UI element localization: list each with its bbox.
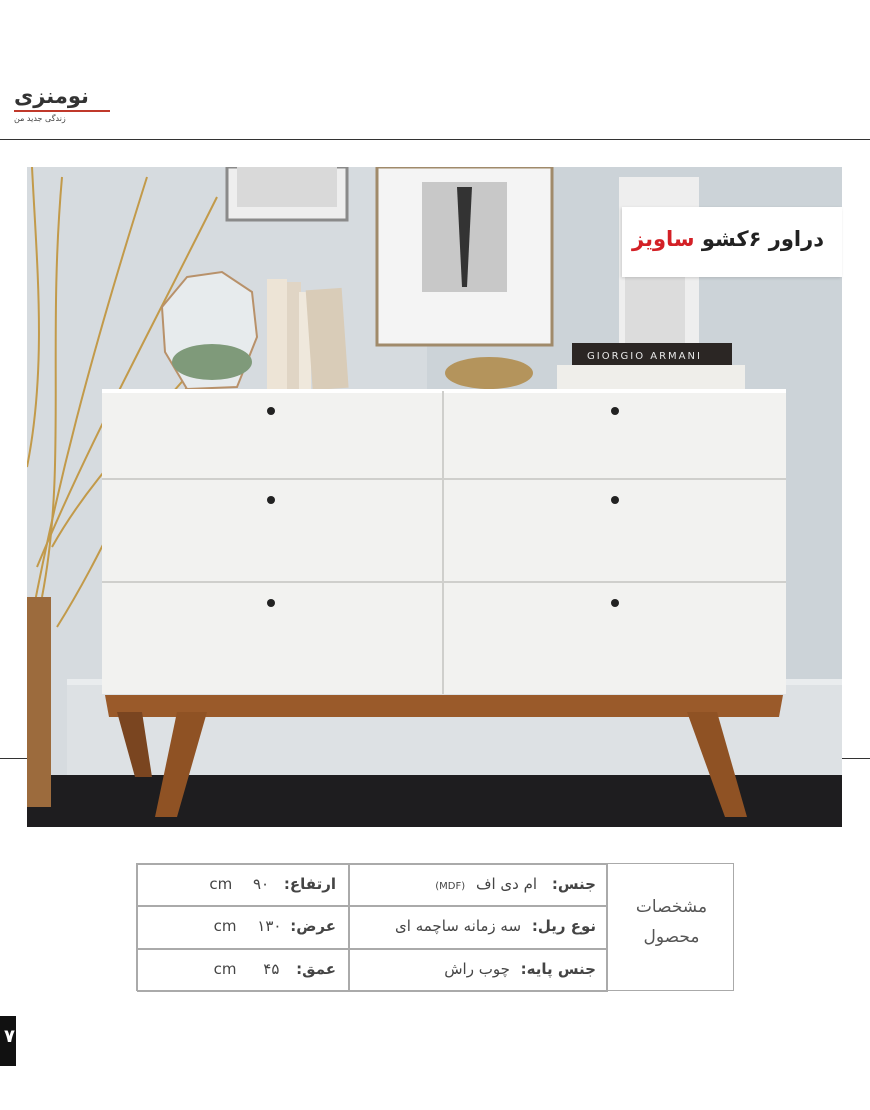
side-rule-left xyxy=(0,758,27,759)
spec-depth: عمق: cm ۴۵ xyxy=(137,949,349,992)
brand-underline xyxy=(14,110,110,112)
spec-heading xyxy=(607,864,735,992)
spec-heading-line1: مشخصات xyxy=(635,897,708,917)
product-title-accent: ساویز xyxy=(632,227,695,251)
spec-table xyxy=(136,863,734,991)
product-title xyxy=(622,207,842,277)
spec-width: عرض: cm ۱۳۰ xyxy=(137,906,349,949)
brand-tagline: زندگی جدید من xyxy=(14,114,66,123)
side-rule-right xyxy=(842,758,870,759)
brand-logo xyxy=(14,84,114,128)
spec-row-leg: جنس پایه: چوب راش xyxy=(349,949,607,992)
product-title-main: دراور ۶کشو xyxy=(701,227,824,251)
header-rule xyxy=(0,139,870,140)
book-spine-label: GIORGIO ARMANI xyxy=(587,351,702,362)
page-number: ۷ xyxy=(0,1016,16,1066)
spec-row-rail: نوع ریل: سه زمانه ساچمه ای xyxy=(349,906,607,949)
spec-height: ارتفاع: cm ۹۰ xyxy=(137,864,349,906)
spec-row-material: جنس: ام دی اف (MDF) xyxy=(349,864,607,906)
brand-name: نومنزی xyxy=(14,84,89,108)
spec-heading-line2: محصول xyxy=(643,927,700,947)
